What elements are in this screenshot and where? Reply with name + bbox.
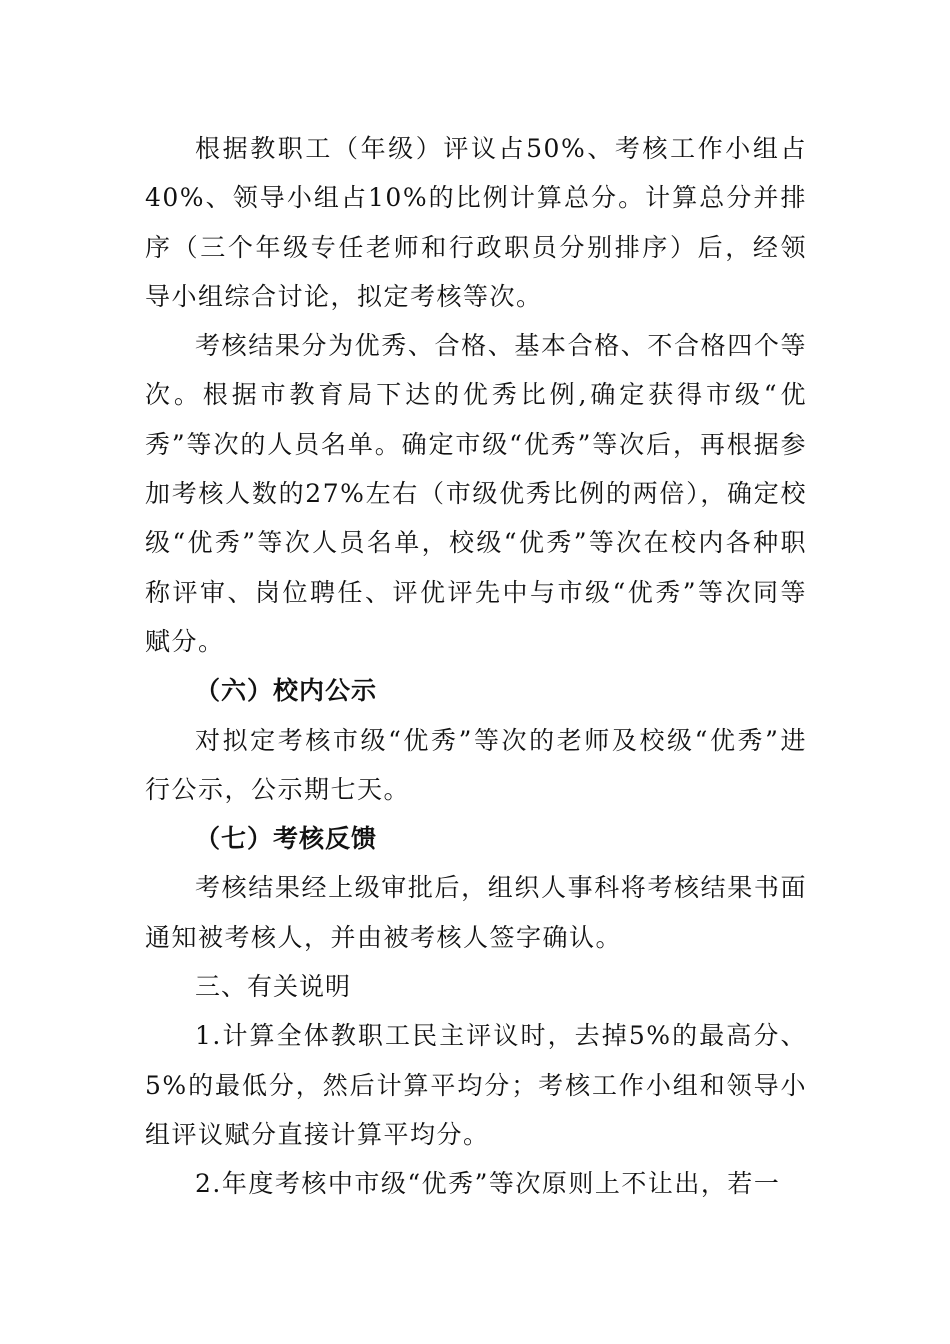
heading-feedback: （七）考核反馈 — [195, 824, 378, 854]
heading-school-publicity: （六）校内公示 — [195, 676, 378, 706]
document-page — [145, 124, 807, 1209]
paragraph-note-2: 2.年度考核中市级“优秀”等次原则上不让出，若一 — [195, 1169, 781, 1199]
paragraph-publicity: 对拟定考核市级“优秀”等次的老师及校级“优秀”进行公示，公示期七天。 — [145, 725, 807, 804]
paragraph-result-grades: 考核结果分为优秀、合格、基本合格、不合格四个等次。根据市教育局下达的优秀比例,确定获得市级“优秀”等次的人员名单。确定市级“优秀”等次后，再根据参加考核人数的27%左右（市级优秀比例的两倍），确定校级“优秀”等次人员名单，校级“优秀”等次在校内各种职称评审、岗位聘任、评优评先中与市级“优秀”等次同等赋分。 — [145, 331, 807, 656]
paragraph-score-calculation: 根据教职工（年级）评议占50%、考核工作小组占40%、领导小组占10%的比例计算总分。计算总分并排序（三个年级专任老师和行政职员分别排序）后，经领导小组综合讨论，拟定考核等次。 — [145, 134, 807, 311]
heading-notes: 三、有关说明 — [195, 972, 352, 1002]
paragraph-note-1: 1.计算全体教职工民主评议时，去掉5%的最高分、5%的最低分，然后计算平均分；考核工作小组和领导小组评议赋分直接计算平均分。 — [145, 1021, 807, 1149]
paragraph-feedback: 考核结果经上级审批后，组织人事科将考核结果书面通知被考核人，并由被考核人签字确认。 — [145, 873, 807, 952]
